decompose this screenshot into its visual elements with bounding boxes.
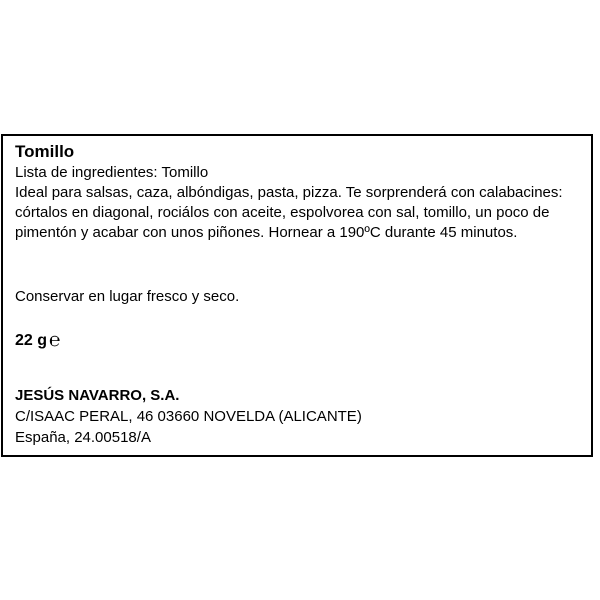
- manufacturer-name: JESÚS NAVARRO, S.A.: [15, 387, 180, 404]
- ingredients-list: Lista de ingredientes: Tomillo: [15, 164, 209, 181]
- description-line: córtalos en diagonal, rociálos con aceite, espolvorea con sal, tomillo, un poco de: [15, 204, 550, 221]
- manufacturer-address: C/ISAAC PERAL, 46 03660 NOVELDA (ALICANTE): [15, 408, 362, 425]
- net-weight: [15, 331, 60, 351]
- description-line: Ideal para salsas, caza, albóndigas, pasta, pizza. Te sorprenderá con calabacines:: [15, 184, 563, 201]
- estimated-sign-icon: ℮: [49, 330, 61, 351]
- registry-number: España, 24.00518/A: [15, 429, 151, 446]
- storage-instructions: Conservar en lugar fresco y seco.: [15, 288, 240, 305]
- product-title: Tomillo: [15, 142, 75, 161]
- product-label: [1, 134, 593, 457]
- description-line: pimentón y acabar con unos piñones. Hornear a 190ºC durante 45 minutos.: [15, 224, 518, 241]
- net-weight-value: 22 g: [15, 332, 48, 349]
